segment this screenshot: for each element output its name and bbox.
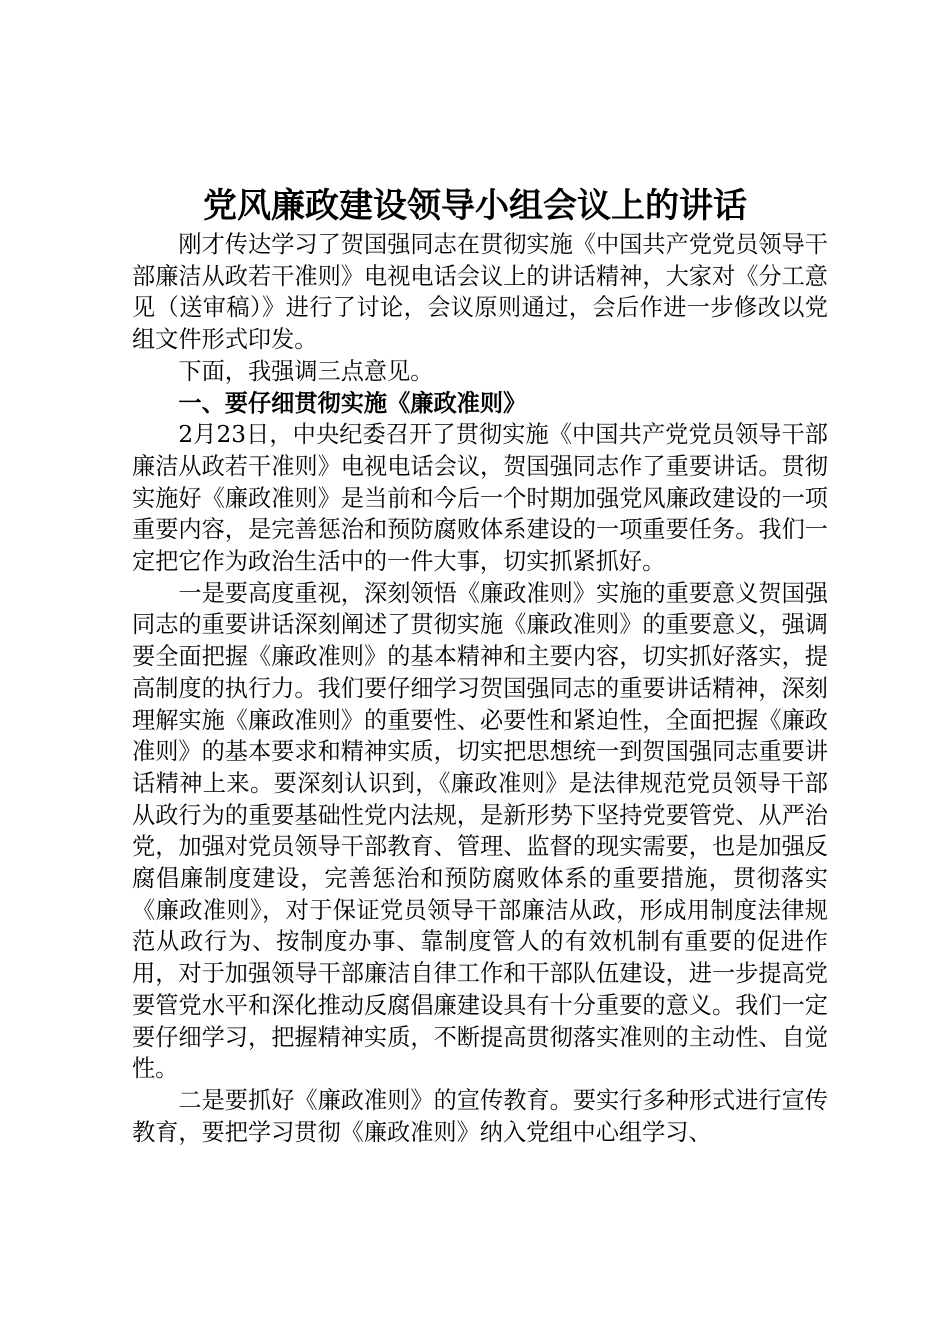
paragraph-point-1: 一是要高度重视，深刻领悟《廉政准则》实施的重要意义贺国强同志的重要讲话深刻阐述了贯彻实施《廉政准则》的重要意义，强调要全面把握《廉政准则》的基本精神和主要内容，切实抓好落实，提高制度的执行力。我们要仔细学习贺国强同志的重要讲话精神，深刻理解实施《廉政准则》的重要性、必要性和紧迫性，全面把握《廉政准则》的基本要求和精神实质，切实把思想统一到贺国强同志重要讲话精神上来。要深刻认识到，《廉政准则》是法律规范党员领导干部从政行为的重要基础性党内法规，是新形势下坚持党要管党、从严治党，加强对党员领导干部教育、管理、监督的现实需要，也是加强反腐倡廉制度建设，完善惩治和预防腐败体系的重要措施，贯彻落实《廉政准则》，对于保证党员领导干部廉洁从政，形成用制度法律规范从政行为、按制度办事、靠制度管人的有效机制有重要的促进作用，对于加强领导干部廉洁自律工作和干部队伍建设，进一步提高党要管党水平和深化推动反腐倡廉建设具有十分重要的意义。我们一定要仔细学习，把握精神实质，不断提高贯彻落实准则的主动性、自觉性。 bbox=[132, 579, 828, 1083]
document-title: 党风廉政建设领导小组会议上的讲话 bbox=[203, 186, 747, 226]
section-heading-1: 一、要仔细贯彻实施《廉政准则》 bbox=[178, 389, 527, 417]
paragraph-point-2: 二是要抓好《廉政准则》的宣传教育。要实行多种形式进行宣传教育，要把学习贯彻《廉政准则》纳入党组中心组学习、 bbox=[132, 1086, 828, 1146]
document-body bbox=[132, 229, 828, 1148]
paragraph-outline: 下面，我强调三点意见。 bbox=[178, 357, 434, 385]
paragraph-intro: 刚才传达学习了贺国强同志在贯彻实施《中国共产党党员领导干部廉洁从政若干准则》电视电话会议上的讲话精神，大家对《分工意见（送审稿）》进行了讨论，会议原则通过，会后作进一步修改以党组文件形式印发。 bbox=[132, 231, 828, 354]
paragraph-meeting: 2月23日，中央纪委召开了贯彻实施《中国共产党党员领导干部廉洁从政若干准则》电视电话会议，贺国强同志作了重要讲话。贯彻实施好《廉政准则》是当前和今后一个时期加强党风廉政建设的一项重要内容，是完善惩治和预防腐败体系建设的一项重要任务。我们一定把它作为政治生活中的一件大事，切实抓紧抓好。 bbox=[132, 421, 828, 576]
